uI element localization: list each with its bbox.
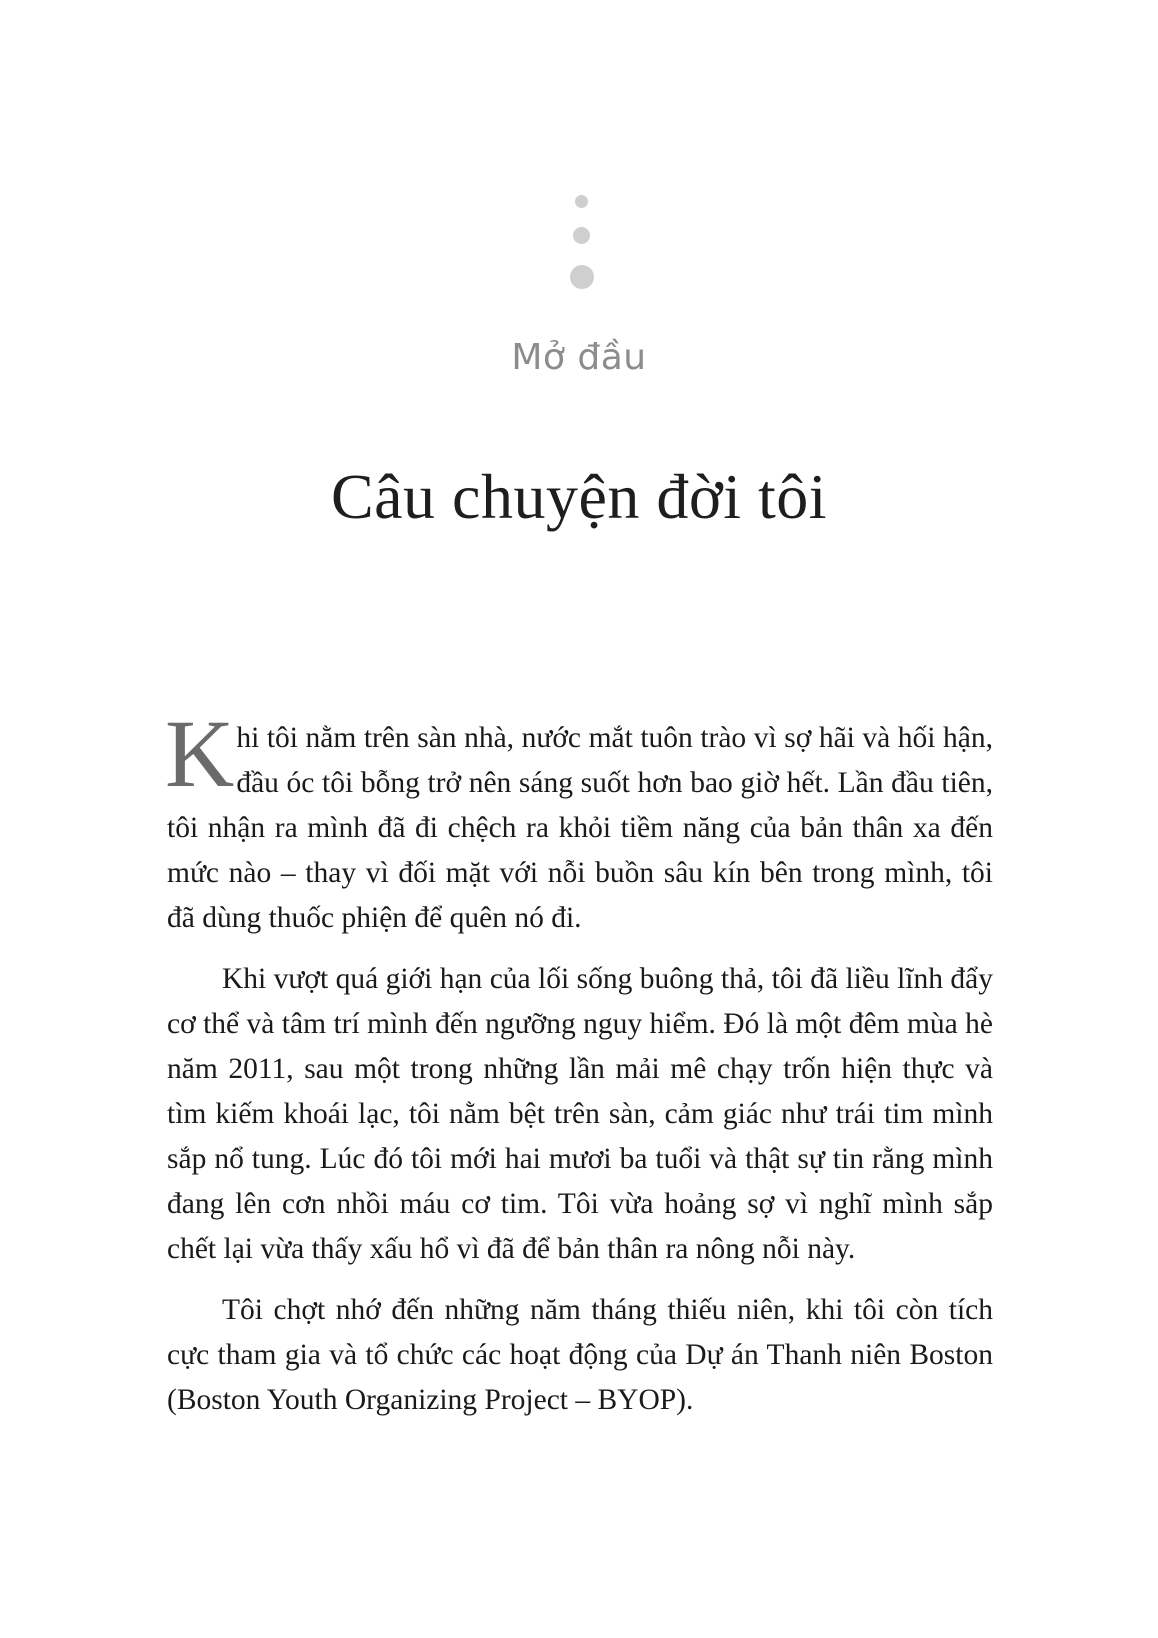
paragraph-3: Tôi chợt nhớ đến những năm tháng thiếu niên, khi tôi còn tích cực tham gia và tổ chức các hoạt động của Dự án Thanh niên Boston (Boston Youth Organizing Project – BYOP). <box>167 1294 993 1416</box>
body-text <box>165 700 993 1439</box>
ornament-dot-medium <box>573 227 590 244</box>
paragraph-1 <box>165 700 993 941</box>
three-dots-ornament-icon <box>0 186 1158 296</box>
ornament-dot-large <box>570 265 594 289</box>
paragraph-2: Khi vượt quá giới hạn của lối sống buông thả, tôi đã liều lĩnh đẩy cơ thể và tâm trí mình đến ngưỡng nguy hiểm. Đó là một đêm mùa hè năm 2011, sau một trong những lần mải mê chạy trốn hiện thực và tìm kiếm khoái lạc, tôi nằm bệt trên sàn, cảm giác như trái tim mình sắp nổ tung. Lúc đó tôi mới hai mươi ba tuổi và thật sự tin rằng mình đang lên cơn nhồi máu cơ tim. Tôi vừa hoảng sợ vì nghĩ mình sắp chết lại vừa thấy xấu hổ vì đã để bản thân ra nông nỗi này. <box>167 963 993 1265</box>
paragraph-1-text: hi tôi nằm trên sàn nhà, nước mắt tuôn trào vì sợ hãi và hối hận, đầu óc tôi bỗng trở nên sáng suốt hơn bao giờ hết. Lần đầu tiên, tôi nhận ra mình đã đi chệch ra khỏi tiềm năng của bản thân xa đến mức nào – thay vì đối mặt với nỗi buồn sâu kín bên trong mình, tôi đã dùng thuốc phiện để quên nó đi. <box>167 722 993 934</box>
chapter-label: Mở đầu <box>511 337 647 378</box>
chapter-title: Câu chuyện đời tôi <box>330 461 828 532</box>
ornament-dot-small <box>575 195 588 208</box>
drop-cap: K <box>165 700 235 807</box>
